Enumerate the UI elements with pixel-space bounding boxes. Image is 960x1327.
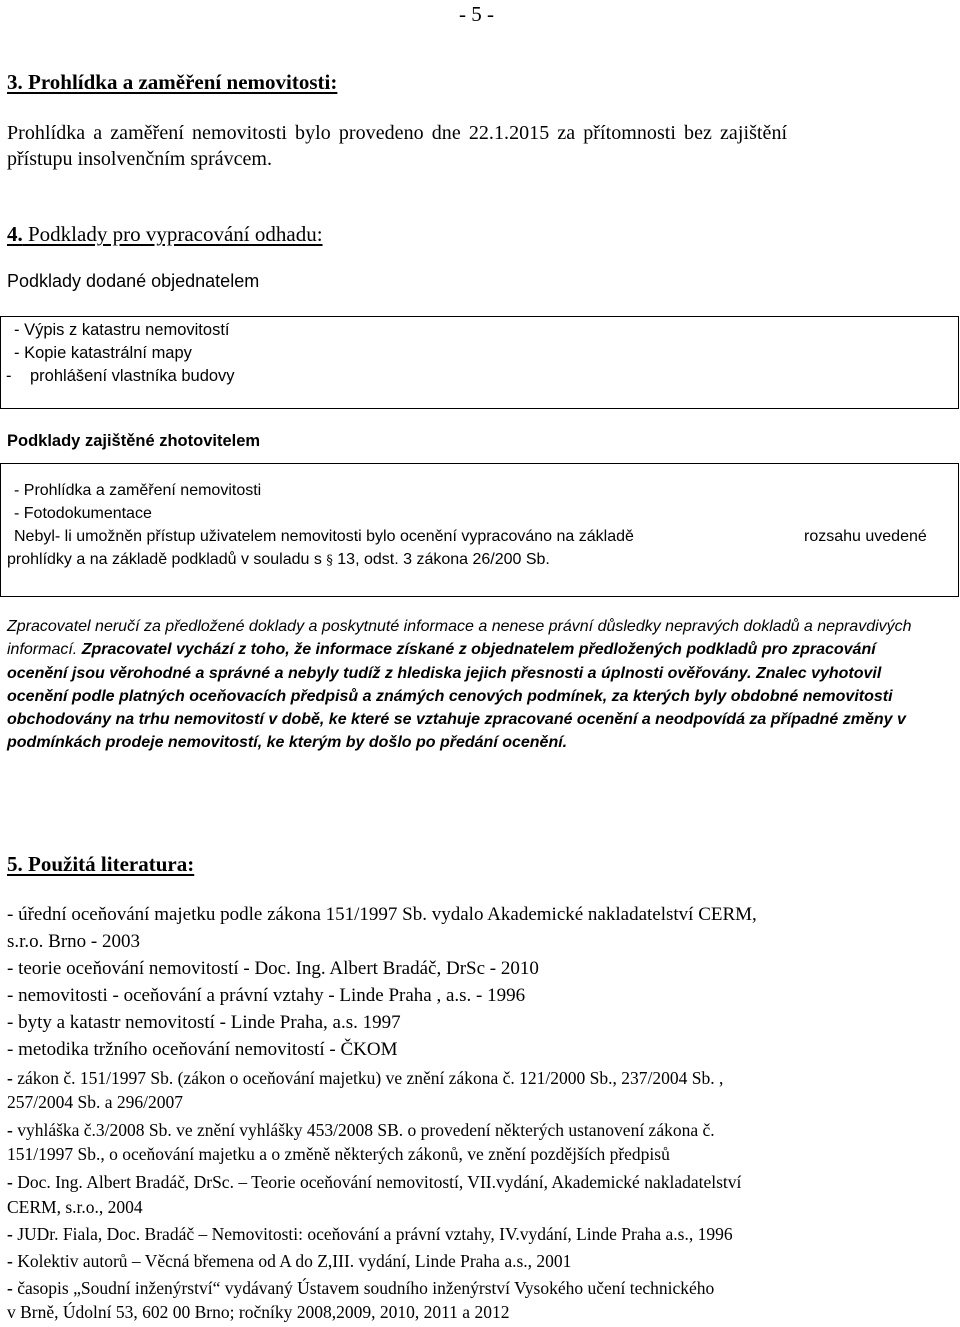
client-doc-dash: -	[6, 367, 12, 385]
disclaimer-part-2: Zpracovatel vychází z toho, že informace získané z objednatelem předložených podkladů pro zpracování ocenění jsou věrohodné a správné a nebyly tudíž z hlediska jejich přesnosti a úplnosti ověřovány. Znalec vyhotovil ocenění podle platných oceňovacích předpisů a známých cenových podmínek, za kterých byly obdobné nemovitosti obchodovány na trhu nemovitostí v době, ke které se vztahuje zpracované ocenění a neodpovídá za případné změny v podmínkách prodeje nemovitostí, ke kterým by došlo po předání ocenění.	[7, 641, 906, 752]
access-line-1-right: rozsahu uvedené	[804, 528, 927, 545]
section-sign: §	[326, 553, 333, 568]
literature-item: 257/2004 Sb. a 296/2007	[7, 1092, 183, 1112]
literature-item: v Brně, Údolní 53, 602 00 Brno; ročníky 2008,2009, 2010, 2011 a 2012	[7, 1302, 510, 1322]
disclaimer-paragraph	[7, 615, 937, 755]
literature-item: - úřední oceňování majetku podle zákona 151/1997 Sb. vydalo Akademické nakladatelství CERM,	[7, 904, 757, 925]
section-3-heading: 3. Prohlídka a zaměření nemovitosti:	[7, 70, 338, 94]
literature-item: - JUDr. Fiala, Doc. Bradáč – Nemovitosti: oceňování a právní vztahy, IV.vydání, Linde Praha a.s., 1996	[7, 1224, 733, 1244]
literature-item: 151/1997 Sb., o oceňování majetku a o změně některých zákonů, ve znění pozdějších předpisů	[7, 1144, 670, 1164]
disclaimer-part-1: Zpracovatel neručí za předložené doklady a poskytnuté informace a nenese právní důsledky nepravých dokladů a nepravdivých informací.	[7, 618, 912, 659]
client-doc-item: - Výpis z katastru nemovitostí	[14, 321, 230, 339]
literature-item: - teorie oceňování nemovitostí - Doc. Ing. Albert Bradáč, DrSc - 2010	[7, 958, 539, 979]
client-doc-item: prohlášení vlastníka budovy	[30, 367, 235, 385]
literature-item: - Doc. Ing. Albert Bradáč, DrSc. – Teorie oceňování nemovitostí, VII.vydání, Akademické nakladatelství	[7, 1172, 742, 1192]
section-3-line-1: Prohlídka a zaměření nemovitosti bylo provedeno dne 22.1.2015 za přítomnosti bez zajištění	[7, 122, 788, 144]
literature-item: - Kolektiv autorů – Věcná břemena od A do Z,III. vydání, Linde Praha a.s., 2001	[7, 1251, 572, 1271]
contractor-docs-title: Podklady zajištěné zhotovitelem	[7, 432, 261, 450]
literature-item: - zákon č. 151/1997 Sb. (zákon o oceňování majetku) ve znění zákona č. 121/2000 Sb., 237/2004 Sb. ,	[7, 1068, 724, 1088]
contractor-doc-item: - Fotodokumentace	[14, 505, 152, 522]
section-4-heading-number: 4.	[7, 222, 23, 246]
literature-item: - metodika tržního oceňování nemovitostí - ČKOM	[7, 1039, 398, 1060]
literature-item: - časopis „Soudní inženýrství“ vydávaný Ústavem soudního inženýrství Vysokého učení technického	[7, 1278, 715, 1298]
access-line-1: Nebyl- li umožněn přístup uživatelem nemovitosti bylo ocenění vypracováno na základě	[14, 528, 634, 545]
literature-item: CERM, s.r.o., 2004	[7, 1197, 143, 1217]
literature-item: - byty a katastr nemovitostí - Linde Praha, a.s. 1997	[7, 1012, 401, 1033]
access-line-2: prohlídky a na základě podkladů v souladu s § 13, odst. 3 zákona 26/200 Sb.	[7, 551, 550, 568]
literature-item: - vyhláška č.3/2008 Sb. ve znění vyhlášky 453/2008 SB. o provedení některých ustanovení zákona č.	[7, 1120, 715, 1140]
section-4-heading	[7, 222, 323, 247]
section-4-heading-text: Podklady pro vypracování odhadu:	[22, 222, 323, 246]
literature-item: s.r.o. Brno - 2003	[7, 931, 140, 952]
section-5-heading: 5. Použitá literatura:	[7, 852, 195, 876]
contractor-doc-item: - Prohlídka a zaměření nemovitosti	[14, 482, 262, 499]
client-doc-item: - Kopie katastrální mapy	[14, 344, 192, 362]
client-docs-title: Podklady dodané objednatelem	[7, 271, 260, 291]
literature-item: - nemovitosti - oceňování a právní vztahy - Linde Praha , a.s. - 1996	[7, 985, 526, 1006]
page-number: - 5 -	[459, 2, 494, 26]
section-3-line-2: přístupu insolvenčním správcem.	[7, 148, 272, 170]
